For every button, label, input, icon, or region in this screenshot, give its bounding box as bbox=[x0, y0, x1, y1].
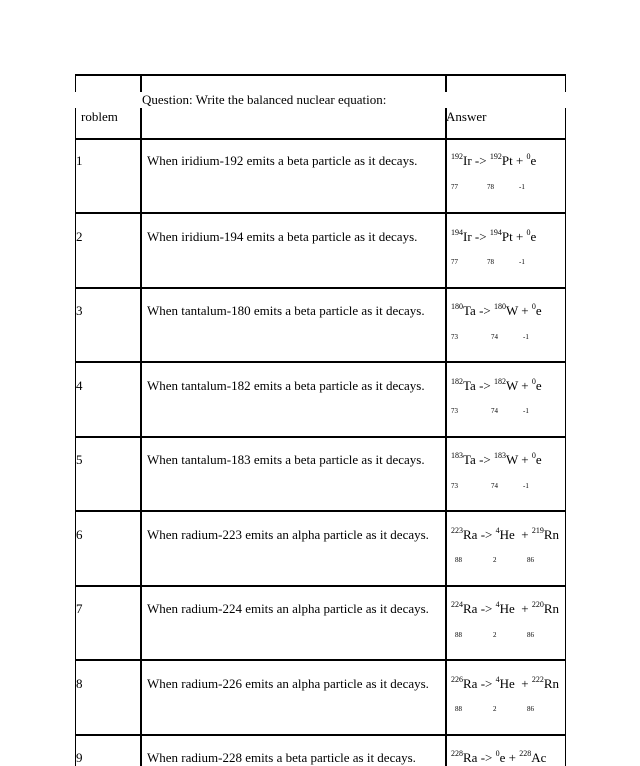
problem-number: 4 bbox=[76, 378, 83, 393]
col1-divider bbox=[140, 138, 142, 766]
atomic-number: -1 bbox=[523, 333, 529, 341]
problem-number: 5 bbox=[76, 452, 83, 467]
question-text: When iridium-194 emits a beta particle as it decays. bbox=[147, 229, 418, 244]
question-text: When radium-228 emits a beta particle as it decays. bbox=[147, 750, 416, 765]
atomic-number: 74 bbox=[491, 407, 498, 415]
row-divider bbox=[75, 734, 566, 736]
answer-equation: $^{224}$Ra -> $^4$He + $^{220}$Rn bbox=[451, 599, 560, 616]
atomic-number: 88 bbox=[455, 631, 462, 639]
atomic-number: 78 bbox=[487, 258, 494, 266]
col2-divider bbox=[445, 138, 447, 766]
atomic-number: 77 bbox=[451, 258, 458, 266]
atomic-number: 74 bbox=[491, 333, 498, 341]
problem-number: 6 bbox=[76, 527, 83, 542]
atomic-number: 88 bbox=[455, 705, 462, 713]
row-divider bbox=[75, 361, 566, 363]
col2-divider-header bbox=[445, 74, 447, 92]
atomic-number: 86 bbox=[527, 705, 534, 713]
right-border-header bbox=[565, 74, 566, 92]
question-text: When iridium-192 emits a beta particle as it decays. bbox=[147, 153, 418, 168]
row-divider bbox=[75, 436, 566, 438]
atomic-number: 2 bbox=[493, 631, 497, 639]
answer-equation: $^{228}$Ra -> $^0$e + $^{228}$Ac bbox=[451, 748, 547, 765]
atomic-number: -1 bbox=[519, 183, 525, 191]
header-question: Question: Write the balanced nuclear equation: bbox=[142, 92, 387, 107]
atomic-number: 2 bbox=[493, 556, 497, 564]
problem-number: 7 bbox=[76, 601, 83, 616]
problem-number: 8 bbox=[76, 676, 83, 691]
col1-divider-header bbox=[140, 74, 142, 92]
atomic-number: -1 bbox=[519, 258, 525, 266]
header-bottom-border bbox=[75, 138, 566, 140]
atomic-number: 88 bbox=[455, 556, 462, 564]
question-text: When radium-223 emits an alpha particle as it decays. bbox=[147, 527, 429, 542]
row-divider bbox=[75, 212, 566, 214]
atomic-number: -1 bbox=[523, 482, 529, 490]
right-border bbox=[565, 138, 566, 766]
row-divider bbox=[75, 510, 566, 512]
answer-equation: $^{194}$Ir -> $^{194}$Pt + $^0$e bbox=[451, 227, 537, 244]
row-divider bbox=[75, 287, 566, 289]
atomic-number: -1 bbox=[523, 407, 529, 415]
question-text: When tantalum-180 emits a beta particle as it decays. bbox=[147, 303, 425, 318]
answer-equation: $^{180}$Ta -> $^{180}$W + $^0$e bbox=[451, 301, 542, 318]
atomic-number: 2 bbox=[493, 705, 497, 713]
atomic-number: 78 bbox=[487, 183, 494, 191]
answer-equation: $^{183}$Ta -> $^{183}$W + $^0$e bbox=[451, 450, 542, 467]
answer-equation: $^{192}$Ir -> $^{192}$Pt + $^0$e bbox=[451, 151, 537, 168]
col1-divider-header bbox=[140, 108, 142, 140]
question-text: When tantalum-183 emits a beta particle as it decays. bbox=[147, 452, 425, 467]
left-border-header bbox=[75, 108, 76, 140]
atomic-number: 74 bbox=[491, 482, 498, 490]
answer-equation: $^{182}$Ta -> $^{182}$W + $^0$e bbox=[451, 376, 542, 393]
atomic-number: 73 bbox=[451, 482, 458, 490]
problem-number: 9 bbox=[76, 750, 83, 765]
problem-number: 1 bbox=[76, 153, 83, 168]
header-answer: Answer bbox=[446, 109, 487, 124]
header-problem: roblem bbox=[81, 109, 118, 124]
row-divider bbox=[75, 659, 566, 661]
question-text: When tantalum-182 emits a beta particle as it decays. bbox=[147, 378, 425, 393]
question-text: When radium-224 emits an alpha particle as it decays. bbox=[147, 601, 429, 616]
answer-equation: $^{226}$Ra -> $^4$He + $^{222}$Rn bbox=[451, 674, 560, 691]
atomic-number: 77 bbox=[451, 183, 458, 191]
atomic-number: 73 bbox=[451, 333, 458, 341]
answer-equation: $^{223}$Ra -> $^4$He + $^{219}$Rn bbox=[451, 525, 560, 542]
right-border-header bbox=[565, 108, 566, 140]
atomic-number: 86 bbox=[527, 556, 534, 564]
table-top-border bbox=[75, 74, 566, 76]
question-text: When radium-226 emits an alpha particle as it decays. bbox=[147, 676, 429, 691]
atomic-number: 86 bbox=[527, 631, 534, 639]
left-border-header bbox=[75, 74, 76, 92]
problem-number: 3 bbox=[76, 303, 83, 318]
atomic-number: 73 bbox=[451, 407, 458, 415]
problem-number: 2 bbox=[76, 229, 83, 244]
row-divider bbox=[75, 585, 566, 587]
